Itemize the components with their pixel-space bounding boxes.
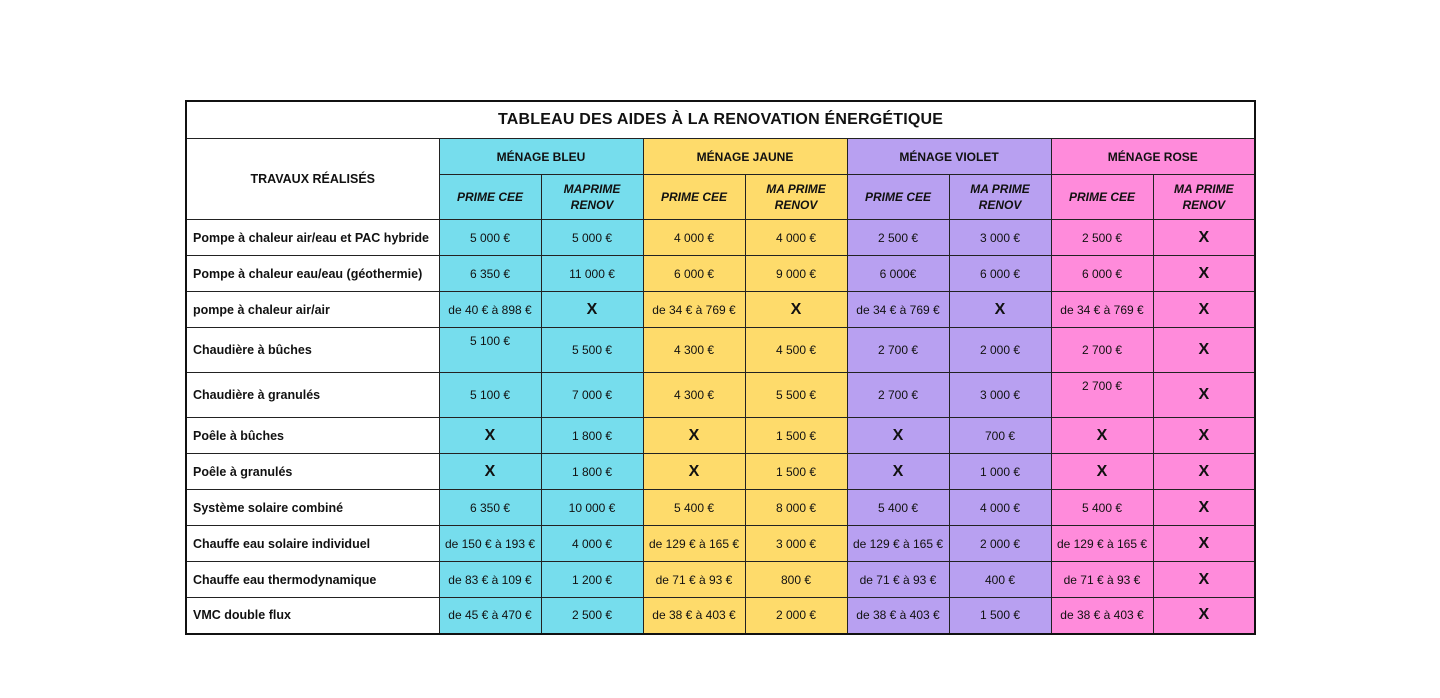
aid-amount: de 34 € à 769 €	[643, 292, 745, 328]
not-eligible-mark: X	[1153, 220, 1255, 256]
aid-amount: 10 000 €	[541, 490, 643, 526]
subheader-bleu-1: MAPRIME RENOV	[541, 175, 643, 220]
aid-amount: 700 €	[949, 418, 1051, 454]
row-label: Poêle à granulés	[186, 454, 439, 490]
aid-amount: de 129 € à 165 €	[847, 526, 949, 562]
aid-amount: de 150 € à 193 €	[439, 526, 541, 562]
aid-amount: 3 000 €	[949, 220, 1051, 256]
aid-amount: 5 100 €	[439, 373, 541, 418]
aid-amount: 4 300 €	[643, 373, 745, 418]
aid-amount: 4 000 €	[643, 220, 745, 256]
aid-amount: 6 350 €	[439, 256, 541, 292]
not-eligible-mark: X	[1153, 292, 1255, 328]
row-label: Chaudière à bûches	[186, 328, 439, 373]
not-eligible-mark: X	[1153, 256, 1255, 292]
aid-amount: de 34 € à 769 €	[1051, 292, 1153, 328]
aid-amount: 4 500 €	[745, 328, 847, 373]
table-title: TABLEAU DES AIDES À LA RENOVATION ÉNERGÉTIQUE	[186, 101, 1255, 139]
aid-amount: 2 700 €	[847, 373, 949, 418]
aid-amount: 8 000 €	[745, 490, 847, 526]
aid-amount: 4 000 €	[745, 220, 847, 256]
aid-amount: 11 000 €	[541, 256, 643, 292]
table-row	[186, 220, 1255, 256]
not-eligible-mark: X	[439, 454, 541, 490]
aid-amount: 4 000 €	[541, 526, 643, 562]
table-row	[186, 598, 1255, 634]
aid-amount: 6 000€	[847, 256, 949, 292]
row-label: Système solaire combiné	[186, 490, 439, 526]
table-row	[186, 256, 1255, 292]
aid-amount: 2 000 €	[949, 526, 1051, 562]
aid-amount: de 71 € à 93 €	[643, 562, 745, 598]
aid-amount: 5 400 €	[1051, 490, 1153, 526]
aid-amount: 2 000 €	[745, 598, 847, 634]
table-row	[186, 292, 1255, 328]
table-row	[186, 526, 1255, 562]
not-eligible-mark: X	[847, 418, 949, 454]
aid-amount: de 45 € à 470 €	[439, 598, 541, 634]
subheader-rose-0: PRIME CEE	[1051, 175, 1153, 220]
not-eligible-mark: X	[1153, 454, 1255, 490]
not-eligible-mark: X	[1153, 418, 1255, 454]
aid-amount: 6 000 €	[643, 256, 745, 292]
table-row	[186, 562, 1255, 598]
table-row	[186, 490, 1255, 526]
aid-amount: 5 000 €	[439, 220, 541, 256]
aid-amount: 4 000 €	[949, 490, 1051, 526]
row-label: Pompe à chaleur air/eau et PAC hybride	[186, 220, 439, 256]
aid-amount: 5 400 €	[643, 490, 745, 526]
aid-amount: 6 350 €	[439, 490, 541, 526]
aid-amount: 2 700 €	[1051, 373, 1153, 418]
row-label: Poêle à bûches	[186, 418, 439, 454]
subheader-jaune-1: MA PRIME RENOV	[745, 175, 847, 220]
not-eligible-mark: X	[1051, 418, 1153, 454]
aid-table-container	[185, 100, 1254, 635]
aid-amount: 800 €	[745, 562, 847, 598]
group-header-jaune: MÉNAGE JAUNE	[643, 139, 847, 175]
row-label: Chauffe eau solaire individuel	[186, 526, 439, 562]
not-eligible-mark: X	[745, 292, 847, 328]
not-eligible-mark: X	[949, 292, 1051, 328]
aid-amount: 2 700 €	[1051, 328, 1153, 373]
aid-amount: de 83 € à 109 €	[439, 562, 541, 598]
group-header-bleu: MÉNAGE BLEU	[439, 139, 643, 175]
aid-amount: 9 000 €	[745, 256, 847, 292]
aid-amount: 2 700 €	[847, 328, 949, 373]
aid-amount: de 40 € à 898 €	[439, 292, 541, 328]
aid-amount: 400 €	[949, 562, 1051, 598]
aid-amount: de 129 € à 165 €	[643, 526, 745, 562]
table-row	[186, 454, 1255, 490]
aid-amount: de 38 € à 403 €	[847, 598, 949, 634]
aid-amount: 4 300 €	[643, 328, 745, 373]
aid-amount: de 71 € à 93 €	[847, 562, 949, 598]
aid-amount: 2 500 €	[1051, 220, 1153, 256]
aid-amount: de 129 € à 165 €	[1051, 526, 1153, 562]
aid-amount: 1 800 €	[541, 418, 643, 454]
row-label: Pompe à chaleur eau/eau (géothermie)	[186, 256, 439, 292]
aid-amount: 3 000 €	[949, 373, 1051, 418]
aid-amount: de 34 € à 769 €	[847, 292, 949, 328]
aid-amount: de 38 € à 403 €	[1051, 598, 1153, 634]
not-eligible-mark: X	[439, 418, 541, 454]
not-eligible-mark: X	[643, 454, 745, 490]
group-header-rose: MÉNAGE ROSE	[1051, 139, 1255, 175]
aid-amount: 1 200 €	[541, 562, 643, 598]
aid-amount: 2 500 €	[541, 598, 643, 634]
aid-table	[185, 100, 1256, 635]
subheader-jaune-0: PRIME CEE	[643, 175, 745, 220]
aid-amount: 1 500 €	[745, 418, 847, 454]
row-label: Chauffe eau thermodynamique	[186, 562, 439, 598]
not-eligible-mark: X	[1051, 454, 1153, 490]
row-label: pompe à chaleur air/air	[186, 292, 439, 328]
row-label: VMC double flux	[186, 598, 439, 634]
aid-amount: 5 400 €	[847, 490, 949, 526]
not-eligible-mark: X	[1153, 328, 1255, 373]
subheader-violet-0: PRIME CEE	[847, 175, 949, 220]
aid-amount: 5 500 €	[745, 373, 847, 418]
subheader-bleu-0: PRIME CEE	[439, 175, 541, 220]
aid-amount: de 71 € à 93 €	[1051, 562, 1153, 598]
aid-amount: 1 500 €	[745, 454, 847, 490]
aid-amount: 1 500 €	[949, 598, 1051, 634]
group-header-violet: MÉNAGE VIOLET	[847, 139, 1051, 175]
not-eligible-mark: X	[1153, 598, 1255, 634]
aid-amount: 7 000 €	[541, 373, 643, 418]
table-row	[186, 328, 1255, 373]
subheader-violet-1: MA PRIME RENOV	[949, 175, 1051, 220]
aid-amount: 2 000 €	[949, 328, 1051, 373]
aid-amount: 1 000 €	[949, 454, 1051, 490]
subheader-rose-1: MA PRIME RENOV	[1153, 175, 1255, 220]
aid-amount: 6 000 €	[1051, 256, 1153, 292]
not-eligible-mark: X	[541, 292, 643, 328]
travaux-header: TRAVAUX RÉALISÉS	[186, 139, 439, 220]
aid-amount: 1 800 €	[541, 454, 643, 490]
aid-amount: 5 500 €	[541, 328, 643, 373]
not-eligible-mark: X	[643, 418, 745, 454]
not-eligible-mark: X	[1153, 526, 1255, 562]
aid-amount: 2 500 €	[847, 220, 949, 256]
not-eligible-mark: X	[1153, 373, 1255, 418]
table-row	[186, 373, 1255, 418]
table-row	[186, 418, 1255, 454]
not-eligible-mark: X	[1153, 562, 1255, 598]
aid-amount: 3 000 €	[745, 526, 847, 562]
aid-amount: 5 000 €	[541, 220, 643, 256]
not-eligible-mark: X	[847, 454, 949, 490]
aid-amount: de 38 € à 403 €	[643, 598, 745, 634]
not-eligible-mark: X	[1153, 490, 1255, 526]
aid-amount: 6 000 €	[949, 256, 1051, 292]
aid-amount: 5 100 €	[439, 328, 541, 373]
row-label: Chaudière à granulés	[186, 373, 439, 418]
